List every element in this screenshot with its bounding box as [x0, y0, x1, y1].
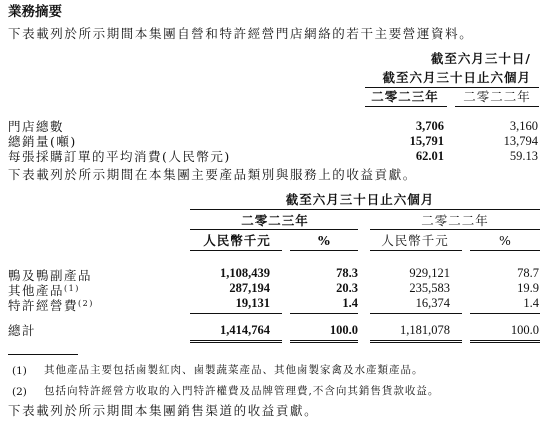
intro-text-2: 下表載列於所示期間在本集團主要產品類別與服務上的收益貢獻。 [8, 167, 417, 182]
table2-year-2023-rule [190, 229, 358, 230]
table2-total-rmb-2023: 1,414,764 [220, 323, 270, 337]
table1-col-2023: 二零二三年 [371, 89, 439, 104]
table2-unit-rmb-2022: 人民幣千元 [381, 233, 449, 248]
table1-row-value-2023: 62.01 [415, 149, 444, 163]
table1-row-value-2022: 13,794 [503, 134, 538, 148]
table2-total-label: 總計 [8, 323, 37, 338]
total-double-rule [190, 342, 282, 343]
footnote-mark: (1) [12, 365, 27, 377]
table1-header-line1: 截至六月三十日/ [430, 51, 531, 66]
table2-unit-rmb-2023: 人民幣千元 [203, 233, 271, 248]
total-double-rule [290, 342, 358, 343]
table2-year-2022-rule [370, 229, 540, 230]
total-double-rule [370, 340, 462, 341]
table2-unit-pct-2023: % [318, 233, 330, 248]
table1-row-value-2022: 3,160 [509, 119, 538, 133]
table2-row-rmb-2022: 16,374 [415, 296, 450, 310]
table2-row-pct-2022: 78.7 [517, 266, 539, 280]
total-double-rule [470, 342, 540, 343]
table1-col-2022-rule [455, 106, 539, 107]
table2-unit-pct-2022: % [499, 233, 511, 248]
table2-total-pct-2022: 100.0 [510, 323, 539, 337]
table1-row-value-2022: 59.13 [509, 149, 538, 163]
table2-row-pct-2023: 20.3 [336, 281, 358, 295]
table2-row-rmb-2022: 929,121 [409, 266, 450, 280]
table2-year-2023: 二零二三年 [241, 213, 309, 228]
table2-total-pct-2023: 100.0 [329, 323, 358, 337]
table2-row-rmb-2023: 287,194 [229, 281, 270, 295]
table2-row-label: 特許經營費$^{(2)}$ [8, 298, 94, 313]
table2-period-header: 截至六月三十日止六個月 [285, 192, 435, 207]
total-top-rule [290, 313, 358, 314]
table2-period-rule [190, 209, 540, 210]
table1-row-value-2023: 15,791 [409, 134, 444, 148]
table2-unit-rule [470, 250, 540, 251]
table2-unit-rule [370, 250, 462, 251]
table2-row-label: 鴨及鴨副產品 [8, 268, 93, 283]
section-title: 業務摘要 [8, 4, 62, 20]
table2-total-rmb-2022: 1,181,078 [400, 323, 450, 337]
table1-header-rule [365, 87, 539, 88]
total-top-rule [470, 313, 540, 314]
total-top-rule [370, 313, 462, 314]
footnote-text: 其他產品主要包括鹵製紅肉、鹵製蔬菜產品、其他鹵製家禽及水產類產品。 [44, 364, 424, 376]
total-double-rule [290, 340, 358, 341]
table2-row-pct-2023: 78.3 [336, 266, 358, 280]
total-double-rule [190, 340, 282, 341]
table2-row-rmb-2022: 235,583 [409, 281, 450, 295]
table1-col-2022: 二零二二年 [463, 89, 531, 104]
footnote-text: 包括向特許經營方收取的入門特許權費及品牌管理費,不含向其銷售貨款收益。 [44, 385, 440, 397]
table1-row-label: 總銷量(噸) [8, 134, 77, 149]
total-top-rule [190, 313, 282, 314]
table2-row-rmb-2023: 19,131 [235, 296, 270, 310]
table1-col-2023-rule [365, 106, 447, 107]
table2-year-2022: 二零二二年 [421, 213, 489, 228]
table1-header-line2: 截至六月三十日止六個月 [382, 70, 531, 85]
table1-row-label: 每張採購訂單的平均消費(人民幣元) [8, 149, 231, 164]
table2-row-pct-2022: 19.9 [517, 281, 539, 295]
intro-text-1: 下表載列於所示期間本集團自營和特許經營門店網絡的若干主要營運資料。 [8, 26, 474, 41]
total-double-rule [470, 340, 540, 341]
table1-row-value-2023: 3,706 [415, 119, 444, 133]
table2-unit-rule [190, 250, 282, 251]
table2-row-rmb-2023: 1,108,439 [220, 266, 270, 280]
intro-text-3: 下表載列於所示期間本集團銷售渠道的收益貢獻。 [8, 403, 319, 418]
table1-row-label: 門店總數 [8, 119, 65, 134]
table2-row-pct-2023: 1.4 [342, 296, 358, 310]
footnote-separator [8, 354, 78, 355]
footnote-mark: (2) [12, 386, 27, 398]
total-double-rule [370, 342, 462, 343]
table2-row-pct-2022: 1.4 [523, 296, 539, 310]
table2-unit-rule [290, 250, 358, 251]
table2-row-label: 其他產品$^{(1)}$ [8, 283, 80, 298]
